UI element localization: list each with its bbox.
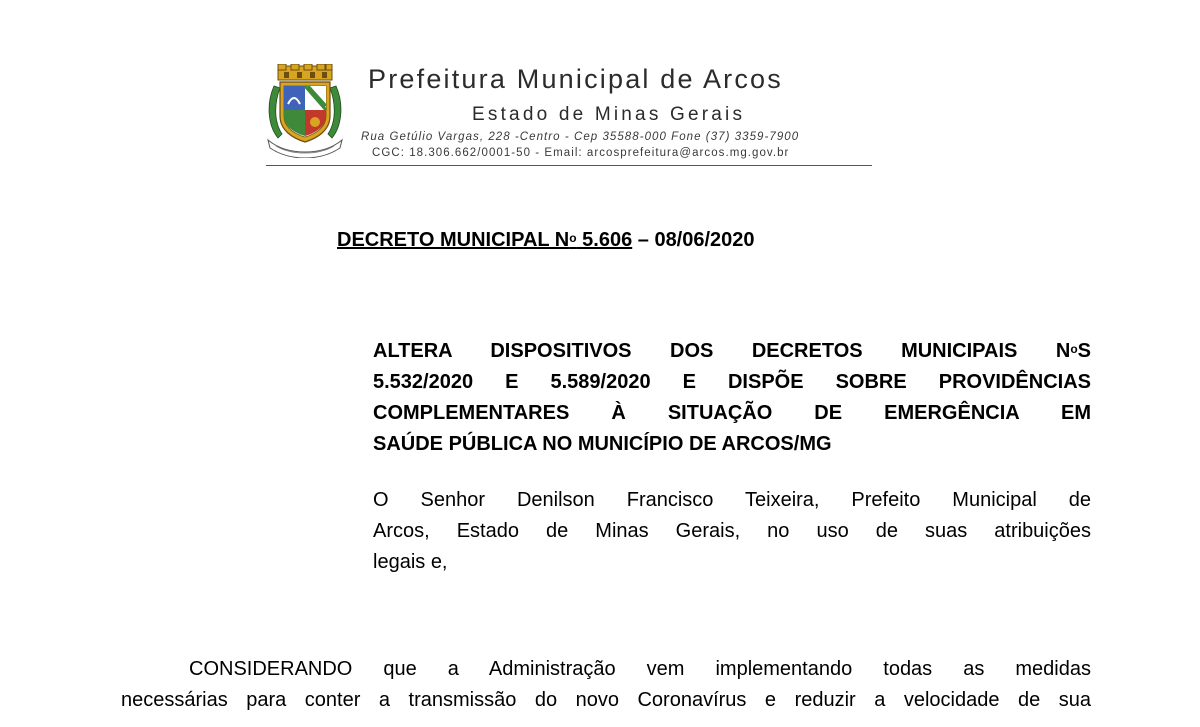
- letterhead-state: Estado de Minas Gerais: [472, 104, 746, 125]
- considerando-paragraph: [121, 654, 1091, 716]
- letterhead-title: Prefeitura Municipal de Arcos: [368, 64, 783, 94]
- summary-line1-suffix: S: [1077, 340, 1091, 362]
- letterhead-address: Rua Getúlio Vargas, 228 -Centro - Cep 35588-000 Fone (37) 3359-7900: [361, 131, 800, 143]
- summary-line: [373, 336, 1091, 367]
- letterhead: [266, 62, 872, 170]
- considerando-line: necessárias para conter a transmissão do novo Coronavírus e reduzir a velocidade de sua: [121, 689, 1091, 711]
- decree-number: 5.606: [576, 229, 633, 251]
- summary-line: COMPLEMENTARES À SITUAÇÃO DE EMERGÊNCIA EM: [373, 402, 1091, 424]
- considerando-line: CONSIDERANDO que a Administração vem implementando todas as medidas: [189, 658, 1091, 680]
- preamble-line: Arcos, Estado de Minas Gerais, no uso de suas atribuições: [373, 520, 1091, 542]
- summary-line1-ordinal: o: [1070, 341, 1078, 356]
- coat-of-arms-icon: [266, 64, 344, 158]
- decree-title-prefix: DECRETO MUNICIPAL N: [337, 229, 570, 251]
- preamble-line: legais e,: [373, 551, 448, 573]
- letterhead-divider: [266, 165, 872, 166]
- preamble-paragraph: [373, 485, 1091, 578]
- decree-title-ordinal: o: [569, 230, 577, 245]
- summary-line: SAÚDE PÚBLICA NO MUNICÍPIO DE ARCOS/MG: [373, 433, 832, 455]
- decree-title-underlined: [337, 229, 632, 251]
- decree-title: [337, 229, 755, 252]
- letterhead-cgc-email: CGC: 18.306.662/0001-50 - Email: arcosprefeitura@arcos.mg.gov.br: [372, 147, 790, 159]
- decree-date: – 08/06/2020: [632, 229, 755, 251]
- summary-line1-prefix: ALTERA DISPOSITIVOS DOS DECRETOS MUNICIPAIS N: [373, 340, 1071, 362]
- summary-line: 5.532/2020 E 5.589/2020 E DISPÕE SOBRE PROVIDÊNCIAS: [373, 371, 1091, 393]
- decree-summary: [373, 336, 1091, 460]
- preamble-line: O Senhor Denilson Francisco Teixeira, Prefeito Municipal de: [373, 489, 1091, 511]
